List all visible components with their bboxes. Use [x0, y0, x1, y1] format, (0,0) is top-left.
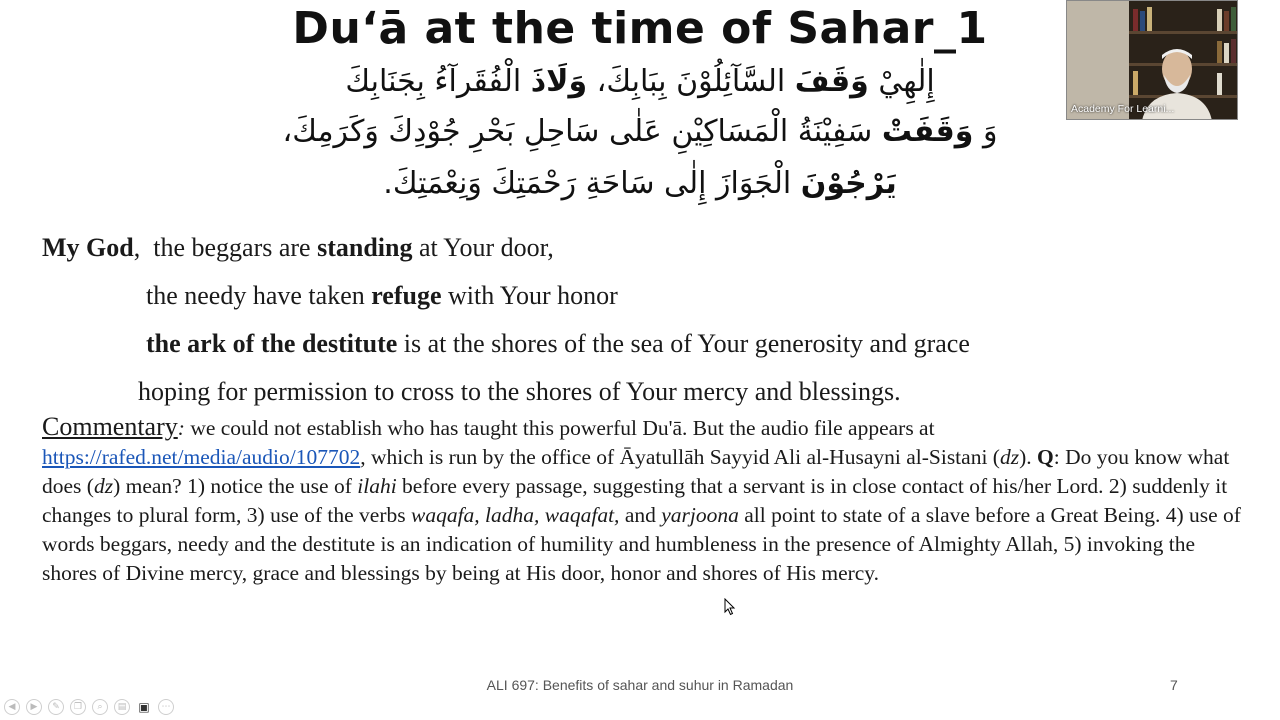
translation-line-3: the ark of the destitute is at the shores of the sea of Your generosity and grace	[146, 329, 970, 358]
mouse-cursor-icon	[724, 598, 736, 616]
slides-icon[interactable]: ▤	[114, 699, 130, 715]
arabic-line-2: وَ وَقَفَتْ سَفِيْنَةُ الْمَسَاكِيْنِ عَلٰى سَاحِلِ بَحْرِ جُوْدِكَ وَكَرَمِكَ،	[282, 114, 998, 149]
audio-link[interactable]: https://rafed.net/media/audio/107702	[42, 445, 361, 469]
previous-icon[interactable]: ◀	[4, 699, 20, 715]
translation-line-2: the needy have taken refuge with Your honor	[146, 281, 618, 310]
more-icon[interactable]: ⋯	[158, 699, 174, 715]
commentary-paragraph: Commentary: we could not establish who has taught this powerful Du'ā. But the audio file appears at https://rafed.net/media/audio/107702, which is run by the office of Āyatullāh Sayyid Ali al-Husayni al-Sistani (dz). Q: Do you know what does (dz) mean? 1) notice the use of ilahi before every passage, suggesting that a servant is in close contact of his/her Lord. 2) suddenly it changes to plural form, 3) use of the verbs waqafa, ladha, waqafat, and yarjoona all point to state of a slave before a Great Being. 4) use of words beggars, needy and the destitute is an indication of humility and humbleness in the presence of Almighty Allah, 5) invoking the shores of Divine mercy, grace and blessings by being at His door, honor and shores of His mercy.	[42, 412, 1241, 585]
arabic-line-1: إِلٰهِيْ وَقَفَ السَّآئِلُوْنَ بِبَابِكَ، وَلَاذَ الْفُقَرآءُ بِجَنَابِكَ	[345, 64, 935, 99]
video-thumbnail[interactable]	[1066, 0, 1238, 120]
slide-footer: ALI 697: Benefits of sahar and suhur in Ramadan	[486, 677, 794, 693]
presentation-toolbar	[4, 698, 174, 716]
copy-icon[interactable]: ❐	[70, 699, 86, 715]
translation-line-1: My God, the beggars are standing at Your door,	[42, 233, 554, 262]
pen-icon[interactable]: ✎	[48, 699, 64, 715]
commentary-heading: Commentary	[42, 412, 178, 441]
arabic-line-3: يَرْجُوْنَ الْجَوَازَ إِلٰى سَاحَةِ رَحْمَتِكَ وَنِعْمَتِكَ.	[383, 166, 897, 201]
page-number: 7	[1170, 677, 1178, 693]
participant-name: Academy For Learni...	[1071, 103, 1175, 115]
camera-icon[interactable]: ▣	[138, 700, 150, 714]
translation-line-4: hoping for permission to cross to the shores of Your mercy and blessings.	[138, 377, 901, 406]
next-icon[interactable]: ▶	[26, 699, 42, 715]
slide-title: Du‘ā at the time of Sahar_1	[292, 3, 988, 54]
zoom-icon[interactable]: ⌕	[92, 699, 108, 715]
